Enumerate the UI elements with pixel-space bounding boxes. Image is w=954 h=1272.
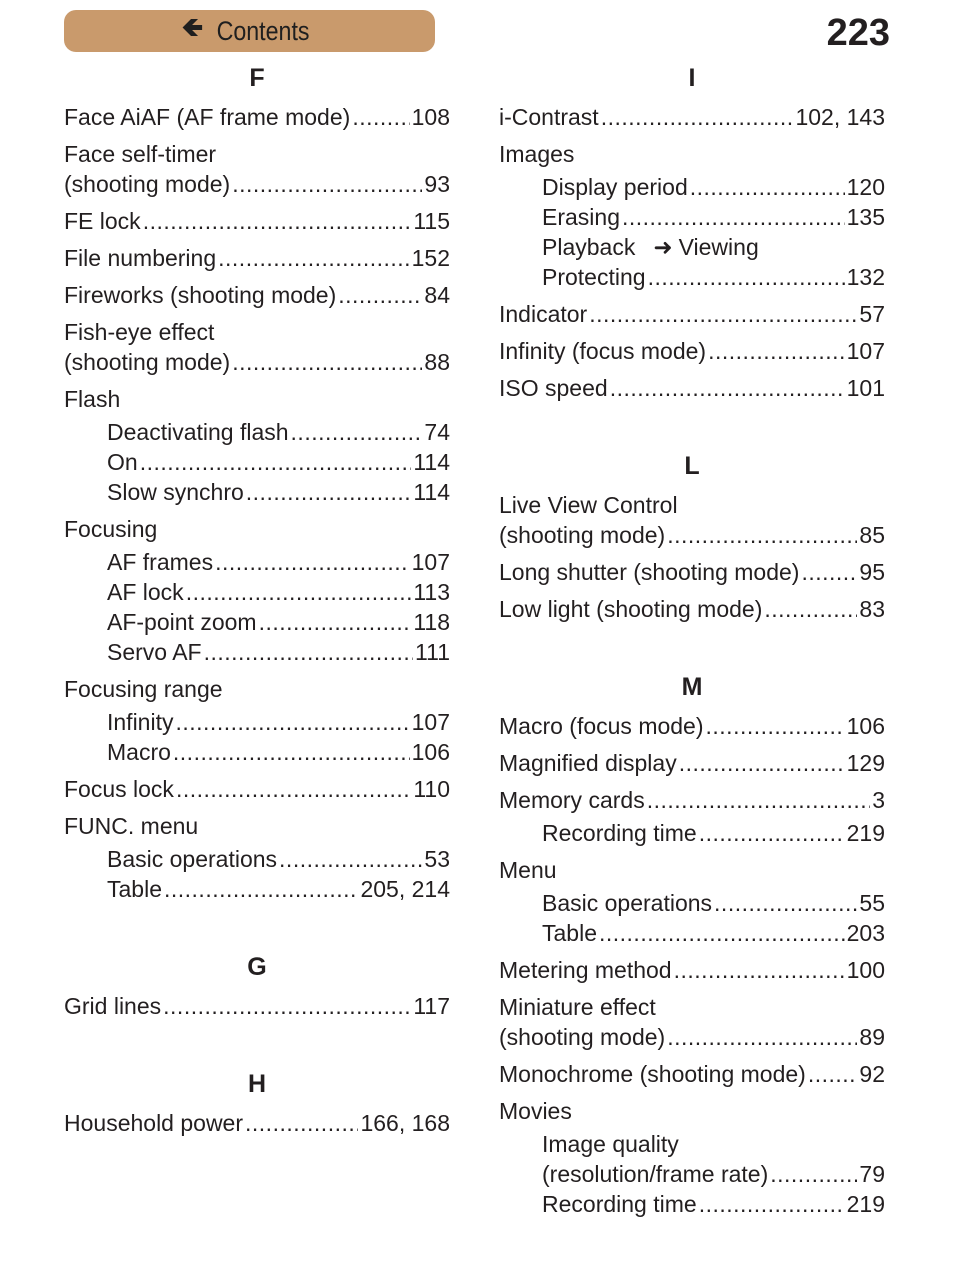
index-column-right <box>499 62 885 1226</box>
page-ref: 118 <box>413 609 450 635</box>
index-subentry[interactable]: Servo AF ..... 111 <box>64 637 450 667</box>
index-entry-focusing: Focusing <box>64 516 158 542</box>
page-ref: 107 <box>846 338 885 364</box>
index-entry[interactable]: Low light (shooting mode) ..... 83 <box>499 594 885 624</box>
index-subentry[interactable]: Macro ..... 106 <box>64 737 450 767</box>
index-entry[interactable]: Face AiAF (AF frame mode) ..... 108 <box>64 102 450 132</box>
section-letter-g: G <box>247 953 267 981</box>
index-subentry[interactable]: Display period ..... 120 <box>499 172 885 202</box>
index-subentry[interactable]: Recording time ..... 219 <box>499 818 885 848</box>
section-letter-m: M <box>681 673 703 701</box>
index-entry[interactable]: Memory cards ..... 3 <box>499 785 885 815</box>
index-entry[interactable]: Indicator ..... 57 <box>499 299 885 329</box>
index-subentry[interactable]: Protecting ..... 132 <box>499 262 885 292</box>
index-entry[interactable]: Household power ..... 166, 168 <box>64 1108 450 1138</box>
section-letter-f: F <box>249 64 265 92</box>
index-entry-focusing-range: Focusing range <box>64 676 223 702</box>
page-ref: 110 <box>413 776 450 802</box>
page-number: 223 <box>826 12 890 54</box>
contents-button[interactable] <box>64 10 435 52</box>
arrow-right-icon: ➜ <box>653 234 673 260</box>
page-ref: 57 <box>859 301 885 327</box>
index-subentry[interactable]: On ..... 114 <box>64 447 450 477</box>
index-entry-menu: Menu <box>499 857 557 883</box>
page-ref: 114 <box>413 449 450 475</box>
index-entry-movies: Movies <box>499 1098 572 1124</box>
contents-label: Contents <box>216 15 310 46</box>
page-ref: 101 <box>846 375 885 401</box>
page-ref: 107 <box>411 549 450 575</box>
page-ref: 166, 168 <box>360 1110 450 1136</box>
page-ref: 219 <box>846 820 885 846</box>
section-letter-h: H <box>247 1070 267 1098</box>
page-ref: 219 <box>846 1191 885 1217</box>
page-ref: 100 <box>846 957 885 983</box>
index-entry[interactable]: Metering method ..... 100 <box>499 955 885 985</box>
index-subentry[interactable]: AF-point zoom ..... 118 <box>64 607 450 637</box>
arrow-left-icon: 🡸 <box>181 12 204 42</box>
page-ref: 84 <box>424 282 450 308</box>
index-entry[interactable]: File numbering ..... 152 <box>64 243 450 273</box>
section-letter-l: L <box>684 452 700 480</box>
page-ref: 129 <box>846 750 885 776</box>
index-subentry[interactable]: Infinity ..... 107 <box>64 707 450 737</box>
page-ref: 132 <box>846 264 885 290</box>
page-ref: 120 <box>846 174 885 200</box>
page-ref: 106 <box>846 713 885 739</box>
index-subentry[interactable]: Basic operations ..... 55 <box>499 888 885 918</box>
index-entry[interactable]: Focus lock ..... 110 <box>64 774 450 804</box>
page-ref: 203 <box>846 920 885 946</box>
index-entry[interactable]: Long shutter (shooting mode) ..... 95 <box>499 557 885 587</box>
index-subentry[interactable]: Image quality (resolution/frame rate) ..... 79 <box>499 1129 885 1189</box>
index-entry[interactable]: Miniature effect (shooting mode) ..... 89 <box>499 992 885 1052</box>
page-ref: 114 <box>413 479 450 505</box>
page-ref: 3 <box>872 787 885 813</box>
page-ref: 152 <box>411 245 450 271</box>
page-ref: 83 <box>859 596 885 622</box>
index-entry[interactable]: Fish-eye effect (shooting mode) ..... 88 <box>64 317 450 377</box>
index-subentry[interactable]: Deactivating flash ..... 74 <box>64 417 450 447</box>
page-ref: 135 <box>846 204 885 230</box>
page-ref: 111 <box>415 639 450 665</box>
index-entry[interactable]: ISO speed ..... 101 <box>499 373 885 403</box>
page-ref: 53 <box>424 846 450 872</box>
page-ref: 108 <box>411 104 450 130</box>
page-ref: 93 <box>424 171 450 197</box>
index-entry-func-menu: FUNC. menu <box>64 813 199 839</box>
index-column-left <box>64 62 450 1145</box>
page-ref: 102, 143 <box>795 104 885 130</box>
section-letter-i: I <box>688 64 696 92</box>
index-entry[interactable]: Infinity (focus mode) ..... 107 <box>499 336 885 366</box>
index-subentry-see[interactable]: Playback ➜ Viewing <box>542 234 759 260</box>
page-ref: 117 <box>413 993 450 1019</box>
page-ref: 115 <box>413 208 450 234</box>
index-entry-flash: Flash <box>64 386 121 412</box>
page-ref: 79 <box>859 1161 885 1187</box>
index-entry[interactable]: FE lock ..... 115 <box>64 206 450 236</box>
index-subentry[interactable]: AF frames ..... 107 <box>64 547 450 577</box>
index-entry[interactable]: Monochrome (shooting mode) ..... 92 <box>499 1059 885 1089</box>
page-ref: 95 <box>859 559 885 585</box>
index-subentry[interactable]: Table ..... 203 <box>499 918 885 948</box>
index-subentry[interactable]: Basic operations ..... 53 <box>64 844 450 874</box>
index-entry-images: Images <box>499 141 575 167</box>
page-ref: 113 <box>413 579 450 605</box>
index-subentry[interactable]: Table ..... 205, 214 <box>64 874 450 904</box>
index-entry[interactable]: Grid lines ..... 117 <box>64 991 450 1021</box>
page-ref: 74 <box>424 419 450 445</box>
page-ref: 88 <box>424 349 450 375</box>
index-subentry[interactable]: Slow synchro ..... 114 <box>64 477 450 507</box>
page-ref: 107 <box>411 709 450 735</box>
page-ref: 89 <box>859 1024 885 1050</box>
index-subentry[interactable]: AF lock ..... 113 <box>64 577 450 607</box>
page-ref: 55 <box>859 890 885 916</box>
index-entry[interactable]: Magnified display ..... 129 <box>499 748 885 778</box>
index-subentry[interactable]: Recording time ..... 219 <box>499 1189 885 1219</box>
page-ref: 106 <box>411 739 450 765</box>
index-entry[interactable]: Fireworks (shooting mode) ..... 84 <box>64 280 450 310</box>
page-ref: 92 <box>859 1061 885 1087</box>
index-subentry[interactable]: Erasing ..... 135 <box>499 202 885 232</box>
page-ref: 205, 214 <box>360 876 450 902</box>
index-entry[interactable]: i-Contrast ..... 102, 143 <box>499 102 885 132</box>
index-entry[interactable]: Live View Control (shooting mode) ..... 85 <box>499 490 885 550</box>
index-entry[interactable]: Macro (focus mode) ..... 106 <box>499 711 885 741</box>
index-entry[interactable]: Face self-timer (shooting mode) ..... 93 <box>64 139 450 199</box>
page-ref: 85 <box>859 522 885 548</box>
